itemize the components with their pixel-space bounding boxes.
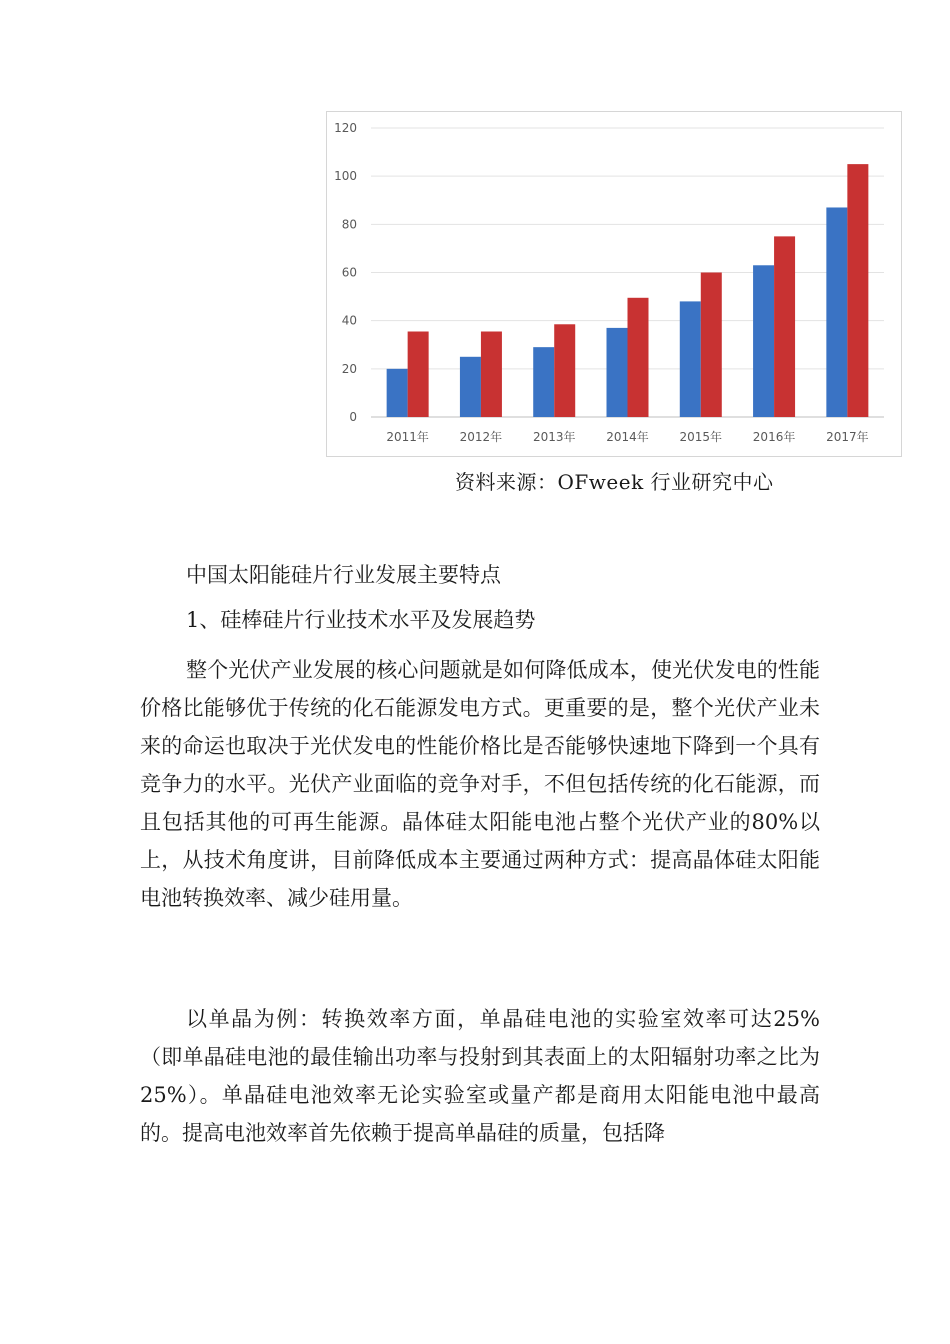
body-paragraph-1: 整个光伏产业发展的核心问题就是如何降低成本，使光伏发电的性能价格比能够优于传统的化石能源发电方式。更重要的是，整个光伏产业未来的命运也取决于光伏发电的性能价格比是否能够快速地下降到一个具有竞争力的水平。光伏产业面临的竞争对手，不但包括传统的化石能源，而且包括其他的可再生能源。晶体硅太阳能电池占整个光伏产业的80%以上，从技术角度讲，目前降低成本主要通过两种方式：提高晶体硅太阳能电池转换效率、减少硅用量。: [140, 658, 820, 910]
bar: [533, 347, 554, 417]
x-tick-label: 2015年: [679, 430, 723, 444]
bar: [628, 298, 649, 417]
bar: [387, 369, 408, 417]
bar: [607, 328, 628, 417]
bar-chart-svg: [327, 112, 901, 456]
x-tick-label: 2017年: [826, 430, 869, 444]
bar: [554, 324, 575, 417]
y-tick-label: 0: [349, 410, 357, 424]
x-tick-label: 2012年: [459, 430, 503, 444]
bar: [481, 332, 502, 417]
x-tick-label: 2014年: [606, 430, 649, 444]
bar: [460, 357, 481, 417]
bar: [774, 236, 795, 417]
subsection-heading: 1、硅棒硅片行业技术水平及发展趋势: [186, 608, 536, 632]
bar: [680, 301, 701, 417]
section-heading: 中国太阳能硅片行业发展主要特点: [186, 563, 501, 587]
y-tick-label: 80: [341, 217, 357, 232]
bar: [847, 164, 868, 417]
bar: [753, 265, 774, 417]
chart-source-caption: 资料来源：OFweek 行业研究中心: [455, 470, 774, 494]
x-tick-label: 2013年: [532, 430, 576, 444]
x-tick-label: 2016年: [752, 430, 796, 444]
bar: [701, 273, 722, 418]
y-tick-label: 120: [334, 121, 357, 135]
y-tick-label: 100: [334, 169, 357, 184]
body-paragraph-2: 以单晶为例：转换效率方面，单晶硅电池的实验室效率可达25%（即单晶硅电池的最佳输出功率与投射到其表面上的太阳辐射功率之比为25%）。单晶硅电池效率无论实验室或量产都是商用太阳能电池中最高的。提高电池效率首先依赖于提高单晶硅的质量，包括降: [140, 1007, 820, 1145]
bar-chart: [326, 111, 902, 457]
y-tick-label: 60: [341, 265, 357, 280]
bar: [408, 332, 429, 417]
x-tick-label: 2011年: [386, 430, 429, 444]
y-tick-label: 40: [341, 313, 357, 328]
bar: [826, 207, 847, 417]
y-tick-label: 20: [341, 361, 357, 376]
